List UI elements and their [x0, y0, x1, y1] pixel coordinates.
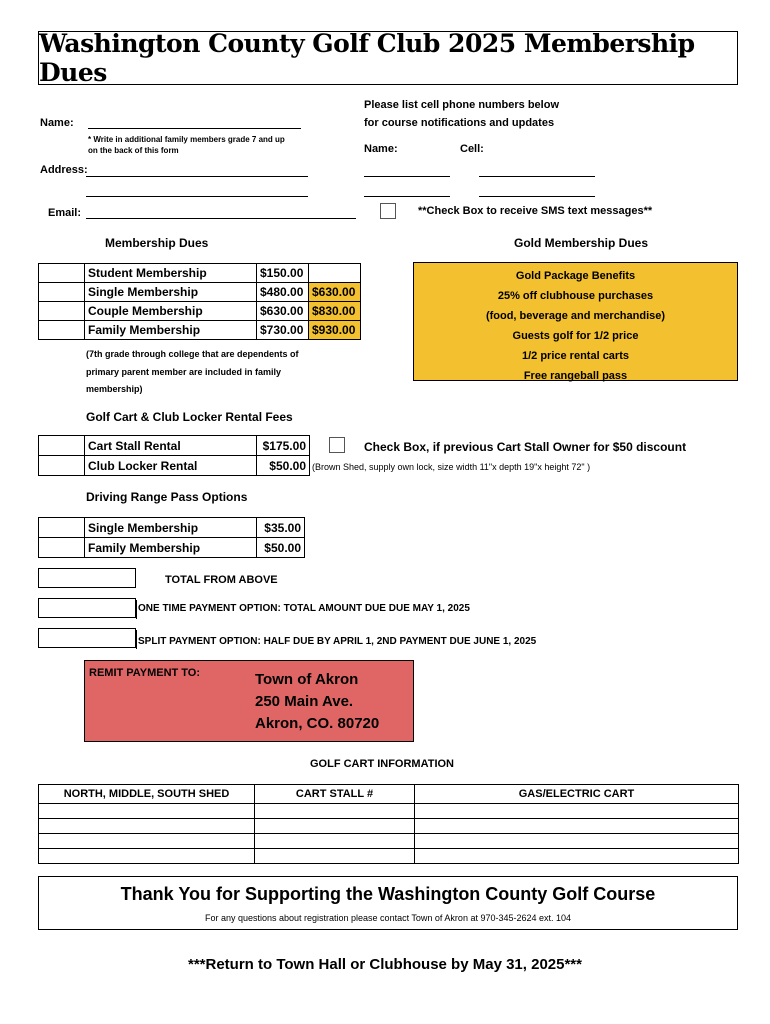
- cart-price: $175.00: [257, 436, 310, 456]
- cart-type-cell[interactable]: [415, 819, 739, 834]
- selection-cell[interactable]: [39, 456, 85, 476]
- table-row: [39, 819, 739, 834]
- total-label: TOTAL FROM ABOVE: [165, 574, 278, 586]
- selection-cell[interactable]: [39, 436, 85, 456]
- range-price: $35.00: [257, 518, 305, 538]
- table-row: [39, 283, 361, 302]
- gold-price: [309, 264, 361, 283]
- range-label: Single Membership: [85, 518, 257, 538]
- gold-benefits-box: [413, 262, 738, 381]
- divider: [136, 630, 137, 649]
- phone-note-1: Please list cell phone numbers below: [364, 99, 560, 111]
- column-header: CART STALL #: [255, 785, 415, 804]
- locker-note: (Brown Shed, supply own lock, size width 11"x depth 19"x height 72" ): [312, 462, 591, 472]
- table-row: [39, 264, 361, 283]
- membership-note-3: membership): [86, 384, 143, 394]
- membership-label: Single Membership: [85, 283, 257, 302]
- gold-price: $830.00: [309, 302, 361, 321]
- membership-price: $480.00: [257, 283, 309, 302]
- membership-note-1: (7th grade through college that are dependents of: [86, 349, 299, 359]
- membership-table: [38, 263, 361, 340]
- discount-checkbox[interactable]: [329, 437, 345, 453]
- table-row: [39, 538, 305, 558]
- stall-cell[interactable]: [255, 834, 415, 849]
- range-label: Family Membership: [85, 538, 257, 558]
- divider: [136, 600, 137, 619]
- column-header: NORTH, MIDDLE, SOUTH SHED: [39, 785, 255, 804]
- gold-benefit: Guests golf for 1/2 price: [512, 330, 639, 342]
- gold-benefit: 1/2 price rental carts: [521, 350, 629, 362]
- cart-fee-table: [38, 435, 310, 476]
- one-time-label: ONE TIME PAYMENT OPTION: TOTAL AMOUNT DUE DUE MAY 1, 2025: [138, 603, 470, 614]
- gold-benefit: Free rangeball pass: [523, 370, 628, 382]
- address-field-2[interactable]: [86, 196, 308, 197]
- table-row: [39, 456, 310, 476]
- table-row: [39, 518, 305, 538]
- sms-label: **Check Box to receive SMS text messages**: [418, 205, 653, 217]
- address-field-1[interactable]: [86, 176, 308, 177]
- membership-label: Couple Membership: [85, 302, 257, 321]
- membership-note-2: primary parent member are included in family: [86, 367, 282, 377]
- selection-cell[interactable]: [39, 302, 85, 321]
- cart-info-table: [38, 784, 739, 864]
- shed-cell[interactable]: [39, 834, 255, 849]
- remit-line-2: 250 Main Ave.: [255, 693, 354, 710]
- range-table: [38, 517, 305, 558]
- remit-box: [84, 660, 414, 742]
- membership-price: $150.00: [257, 264, 309, 283]
- phone-note-2: for course notifications and updates: [364, 117, 555, 129]
- split-field[interactable]: [38, 628, 136, 648]
- shed-cell[interactable]: [39, 819, 255, 834]
- table-row: [39, 321, 361, 340]
- shed-cell[interactable]: [39, 849, 255, 864]
- remit-line-3: Akron, CO. 80720: [255, 715, 380, 732]
- range-heading: Driving Range Pass Options: [86, 490, 248, 504]
- address-label: Address:: [40, 164, 88, 176]
- gold-benefit: Gold Package Benefits: [515, 270, 636, 282]
- cart-price: $50.00: [257, 456, 310, 476]
- family-note-1: * Write in additional family members grade 7 and up: [88, 135, 285, 144]
- selection-cell[interactable]: [39, 538, 85, 558]
- phone-cell-field-1[interactable]: [479, 176, 595, 177]
- split-label: SPLIT PAYMENT OPTION: HALF DUE BY APRIL 1, 2ND PAYMENT DUE JUNE 1, 2025: [138, 636, 537, 647]
- name-field[interactable]: [88, 128, 301, 129]
- name-label: Name:: [40, 117, 74, 129]
- gold-price: $630.00: [309, 283, 361, 302]
- one-time-field[interactable]: [38, 598, 136, 618]
- gold-price: $930.00: [309, 321, 361, 340]
- family-note-2: on the back of this form: [88, 146, 179, 155]
- gold-heading: Gold Membership Dues: [514, 236, 649, 250]
- selection-cell[interactable]: [39, 264, 85, 283]
- range-price: $50.00: [257, 538, 305, 558]
- cart-info-heading: GOLF CART INFORMATION: [310, 758, 454, 770]
- discount-label: Check Box, if previous Cart Stall Owner for $50 discount: [364, 440, 687, 454]
- cart-label: Cart Stall Rental: [85, 436, 257, 456]
- selection-cell[interactable]: [39, 321, 85, 340]
- membership-label: Student Membership: [85, 264, 257, 283]
- phone-cell-field-2[interactable]: [479, 196, 595, 197]
- selection-cell[interactable]: [39, 283, 85, 302]
- table-row: [39, 804, 739, 819]
- return-line: ***Return to Town Hall or Clubhouse by May 31, 2025***: [188, 956, 582, 973]
- cart-type-cell[interactable]: [415, 804, 739, 819]
- stall-cell[interactable]: [255, 819, 415, 834]
- membership-heading: Membership Dues: [105, 236, 209, 250]
- column-header: GAS/ELECTRIC CART: [415, 785, 739, 804]
- table-row: [39, 834, 739, 849]
- stall-cell[interactable]: [255, 849, 415, 864]
- table-row: [39, 785, 739, 804]
- cart-label: Club Locker Rental: [85, 456, 257, 476]
- membership-price: $730.00: [257, 321, 309, 340]
- phone-name-label: Name:: [364, 143, 398, 155]
- email-field[interactable]: [86, 218, 356, 219]
- remit-line-1: Town of Akron: [255, 671, 359, 688]
- membership-price: $630.00: [257, 302, 309, 321]
- phone-name-field-2[interactable]: [364, 196, 450, 197]
- title-box: [38, 31, 738, 85]
- cart-type-cell[interactable]: [415, 849, 739, 864]
- remit-label: REMIT PAYMENT TO:: [89, 667, 201, 679]
- contact-line: For any questions about registration please contact Town of Akron at 970-345-2624 ext. 104: [204, 913, 572, 923]
- cart-heading: Golf Cart & Club Locker Rental Fees: [86, 410, 293, 424]
- phone-name-field-1[interactable]: [364, 176, 450, 177]
- email-label: Email:: [48, 207, 82, 219]
- thanks-box: [38, 876, 738, 930]
- thanks-text: Thank You for Supporting the Washington County Golf Course: [120, 884, 656, 904]
- selection-cell[interactable]: [39, 518, 85, 538]
- stall-cell[interactable]: [255, 804, 415, 819]
- shed-cell[interactable]: [39, 804, 255, 819]
- page-title: Washington County Golf Club 2025 Membership Dues: [39, 29, 695, 87]
- table-row: [39, 849, 739, 864]
- gold-benefit: (food, beverage and merchandise): [485, 310, 666, 322]
- phone-cell-label: Cell:: [460, 143, 484, 155]
- total-field[interactable]: [38, 568, 136, 588]
- cart-type-cell[interactable]: [415, 834, 739, 849]
- gold-benefit: 25% off clubhouse purchases: [497, 290, 654, 302]
- table-row: [39, 302, 361, 321]
- table-row: [39, 436, 310, 456]
- sms-checkbox[interactable]: [380, 203, 396, 219]
- membership-label: Family Membership: [85, 321, 257, 340]
